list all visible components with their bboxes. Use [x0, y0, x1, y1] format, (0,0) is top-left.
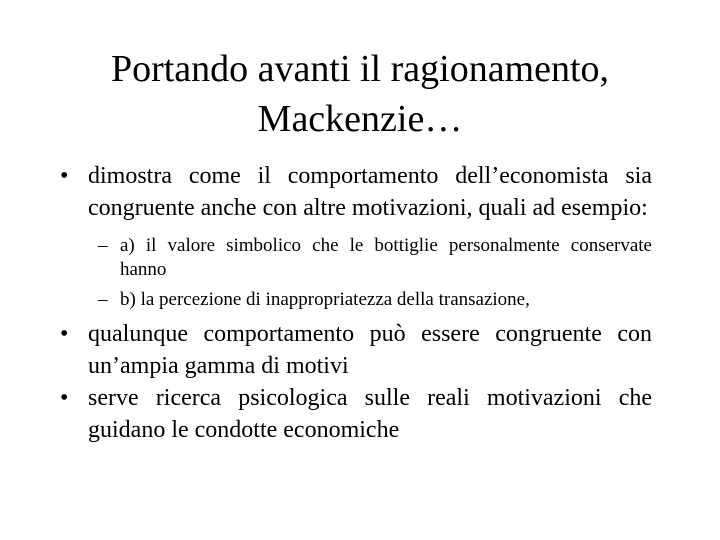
- bullet-text: dimostra come il comportamento dell’economista sia congruente anche con altre motivazioni, quali ad esempio:: [88, 163, 652, 221]
- slide-body: [60, 160, 652, 446]
- bullet-marker: •: [60, 163, 69, 189]
- bullet-item: [60, 160, 652, 224]
- sub-bullet-text: b) la percezione di inappropriatezza della transazione,: [120, 289, 530, 310]
- bullet-text: serve ricerca psicologica sulle reali motivazioni che guidano le condotte economiche: [88, 385, 652, 443]
- bullet-item: [60, 382, 652, 446]
- bullet-marker: •: [60, 321, 69, 347]
- slide-title-line-2: Mackenzie…: [257, 98, 463, 140]
- slide-title-line-1: Portando avanti il ragionamento,: [110, 48, 610, 90]
- sub-bullet-text: a) il valore simbolico che le bottiglie personalmente conservate hanno: [120, 235, 652, 280]
- bullet-text: qualunque comportamento può essere congruente con un’ampia gamma di motivi: [88, 321, 652, 379]
- sub-bullet-marker: –: [98, 235, 108, 256]
- bullet-item: [60, 318, 652, 382]
- sub-bullet-item: [60, 288, 652, 312]
- slide-title: [40, 44, 680, 144]
- bullet-marker: •: [60, 385, 69, 411]
- sub-bullet-marker: –: [98, 289, 108, 310]
- sub-bullet-item: [60, 234, 652, 282]
